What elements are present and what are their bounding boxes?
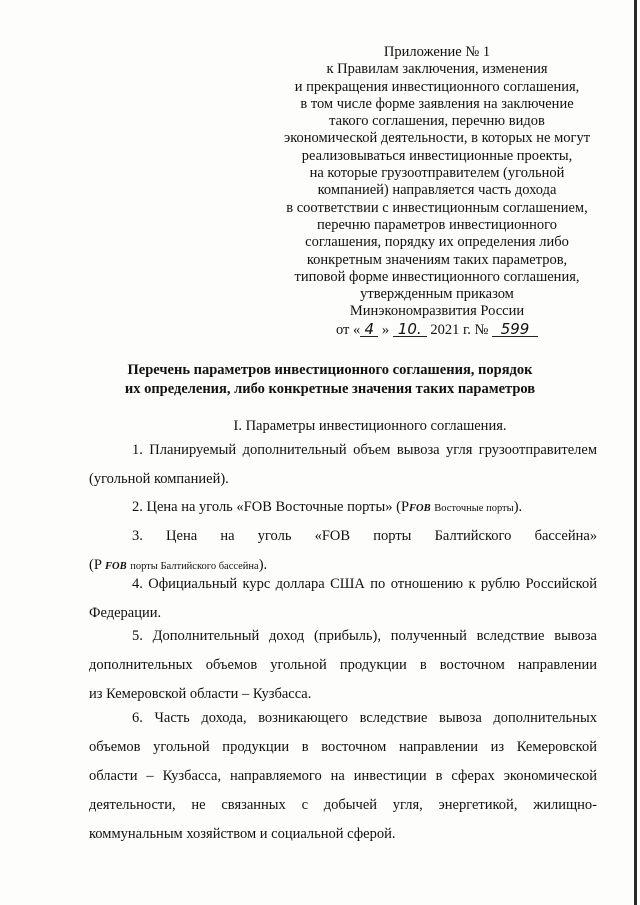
appendix-line: реализовываться инвестиционные проекты, <box>301 147 573 164</box>
list-item <box>89 493 597 523</box>
appendix-header <box>264 44 610 339</box>
appendix-line: перечню параметров инвестиционного <box>317 216 557 233</box>
item-line: коммунальным хозяйством и социальной сферой. <box>89 826 396 842</box>
appendix-line: конкретным значениям таких параметров, <box>306 251 568 268</box>
appendix-line: Приложение № 1 <box>383 44 491 60</box>
scan-border <box>634 0 637 905</box>
item-line: деятельности, не связанных с добычей угля, энергетикой, жилищно- <box>89 797 597 813</box>
date-mid: » <box>381 321 390 338</box>
appendix-line: экономической деятельности, в которых не могут <box>283 130 591 147</box>
title-line: Перечень параметров инвестиционного соглашения, порядок <box>127 362 533 378</box>
appendix-line: такого соглашения, перечню видов <box>329 113 545 130</box>
appendix-line: к Правилам заключения, изменения <box>326 61 548 78</box>
handwritten-day: 4 <box>360 322 378 337</box>
price-subscript-text: порты Балтийского бассейна <box>130 561 259 572</box>
item-line: 4. Официальный курс доллара США по отношению к рублю Российской <box>132 576 597 592</box>
item-tail: ). <box>258 557 268 573</box>
item-line: (угольной компанией). <box>89 471 229 487</box>
item-line: Федерации. <box>89 605 162 621</box>
list-item <box>89 436 597 494</box>
item-tail: ). <box>513 499 523 515</box>
item-line: области – Кузбасса, направляемого на инвестиции в сферах экономической <box>89 768 597 784</box>
item-open: (P <box>89 557 102 573</box>
item-word: уголь <box>257 528 292 544</box>
section-heading: I. Параметры инвестиционного соглашения. <box>233 418 507 434</box>
date-year: 2021 г. № <box>430 321 489 338</box>
item-line: объемов угольной продукции в восточном направлении из Кемеровской <box>89 739 597 755</box>
appendix-line: Минэкономразвития России <box>349 303 525 320</box>
appendix-line: утвержденным приказом <box>360 286 514 303</box>
item-line: 6. Часть дохода, возникающего вследствие вывоза дополнительных <box>132 710 597 726</box>
list-item <box>89 570 597 628</box>
item-line: 5. Дополнительный доход (прибыль), полученный вследствие вывоза <box>132 628 597 644</box>
item-word: «FOB <box>314 528 351 544</box>
handwritten-month: 10. <box>393 322 427 337</box>
price-subscript: FOB <box>409 503 431 514</box>
item-word: порты <box>373 528 412 544</box>
item-word: 3. Цена <box>132 528 198 544</box>
document-title <box>40 361 620 399</box>
appendix-line: соглашения, порядку их определения либо <box>305 234 569 251</box>
item-line: 1. Планируемый дополнительный объем вывоза угля грузоотправителем <box>132 442 597 458</box>
item-word: бассейна» <box>534 528 598 544</box>
handwritten-order-number: 599 <box>492 322 538 337</box>
price-subscript: FOB <box>104 561 127 572</box>
list-item <box>89 622 597 709</box>
title-line: их определения, либо конкретные значения таких параметров <box>124 381 536 397</box>
appendix-line: и прекращения инвестиционного соглашения, <box>294 78 580 95</box>
appendix-line: на которые грузоотправителем (угольной <box>309 165 565 182</box>
appendix-line: в соответствии с инвестиционным соглашением, <box>286 199 588 216</box>
price-subscript-text: Восточные порты <box>434 503 514 514</box>
date-prefix: от « <box>335 321 361 338</box>
appendix-line: в том числе форме заявления на заключение <box>300 95 574 112</box>
item-line: дополнительных объемов угольной продукции в восточном направлении <box>89 657 597 673</box>
list-item <box>89 704 597 849</box>
item-text: 2. Цена на уголь «FOB Восточные порты» (P <box>132 499 410 515</box>
item-line <box>89 522 597 551</box>
order-date-line <box>264 319 610 339</box>
item-line: из Кемеровской области – Кузбасса. <box>89 686 312 702</box>
item-word: на <box>220 528 235 544</box>
appendix-line: компанией) направляется часть дохода <box>317 182 557 199</box>
item-word: Балтийского <box>434 528 512 544</box>
appendix-line: типовой форме инвестиционного соглашения, <box>294 268 580 285</box>
item-line <box>89 493 597 523</box>
